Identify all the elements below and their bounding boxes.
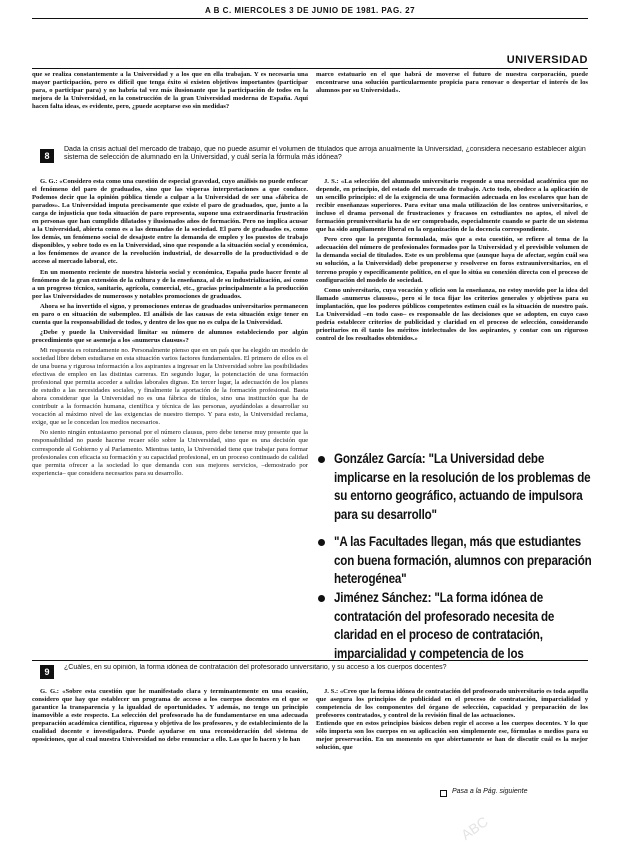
- header-rule: [32, 18, 588, 19]
- question-9-text: ¿Cuáles, en su opinión, la forma idónea de contratación del profesorado universitario, y su acceso a los cuerpos docentes?: [64, 664, 447, 671]
- section-rule: [32, 68, 588, 69]
- pull-quote-3: Jiménez Sánchez: "La forma idónea de contratación del profesorado necesita de claridad en el proceso de contratación, imparcialidad y competencia de los: [334, 590, 555, 661]
- question-8-text: Dada la crisis actual del mercado de trabajo, que no puede asumir el volumen de titulados que arroja anualmente la Universidad, ¿considera necesario establecer algún sistema de selección de alumnado en la Universidad, y cuál sería la fórmula más idónea?: [64, 146, 586, 162]
- top-right-text: marco estatuario en el que habrá de moverse el futuro de nuestra corporación, puede encontrarse una solución particularmente propicia para renovar o despertar el interés de los alumnos por su Universidad».: [316, 71, 588, 95]
- q8-left-para-2: En un momento reciente de nuestra historia social y económica, España pudo hacer frente al fenómeno de la gran extensión de la cultura y de la enseñanza, al de su industrialización, así como a un progreso técnico, sanitario, agrícola, comercial, etc., gracias principalmente a la producción por las Universidades de numerosos y notables promociones de graduados.: [32, 268, 308, 300]
- bullet-icon: [318, 539, 325, 546]
- question-8-number: 8: [40, 149, 54, 163]
- section-title: UNIVERSIDAD: [506, 54, 588, 66]
- continuation-box-icon: [440, 790, 447, 797]
- q8-left-para-1: G. G.: «Considero esta como una cuestión de especial gravedad, cuyo análisis no puede enfocar el fenómeno del paro de graduados, sino que las vísperas interpretaciones a que conduce. Podemos decir que la opinión pública tiende a culpar a la Universidad de ser una «fábrica de parados». La Universidad imputa precisamente que existe el paro de graduados, que, junto a la carga de injusticia que toda situación de paro representa, supone una extraordinaria frustración en personas que han cumplido dilatados y ilusionados años de formación. Pero no implica acusar a la Universidad, abierta como es a las demandas de la sociedad. El paro de graduados es, como los demás, un fenómeno social de desajuste entre la demanda de empleo y los puestos de trabajo disponibles, y sobre todo es en la Universidad, sino que responde a la situación social y económica, a los fenómenos de avance de la revolución industrial, de desarrollo de la productividad o de acceso al mercado laboral, etc.: [32, 178, 308, 266]
- q8-left-para-4: ¿Debe y puede la Universidad limitar su número de alumnos estableciendo por algún procedimiento que se asemeja a los «numerus clausus»?: [32, 328, 308, 344]
- q8-answer-right: [316, 178, 588, 412]
- q8-right-para-2: Pero creo que la pregunta formulada, más que a esta cuestión, se refiere al tema de la adecuación del número de profesionales formados por la Universidad y el previsible volumen de la demanda social de titulados. Este es un problema que (aunque haya de afectar, según cuál sea su solución, a la Universidad) debe proponerse y resolverse en foros extrauniversitarios, en el terreno propio y específicamente político, en el que lo sitúa su conexión directa con el proceso de configuración del modelo de sociedad.: [316, 236, 588, 284]
- page-header: A B C. MIERCOLES 3 DE JUNIO DE 1981. PAG. 27: [204, 6, 416, 15]
- watermark-text: ABC: [458, 813, 491, 843]
- pull-quote-box: [316, 450, 592, 661]
- q9-answer-right: J. S.: «Creo que la forma idónea de contratación del profesorado universitario es toda aquella que asegura los principios de publicidad en el proceso de contratación, imparcialidad y competencia de los componentes del órgano de selección, capacidad y preparación de los profesores contratados, y control de la revisión final de las actuaciones. Entiendo que en estos principios básicos deben regir el acceso a los cuerpos docentes. Y lo que sólo importa son los cuerpos en su aplicación son simplemente ese, fórmulas o medios para su mejor preservación. En un momento en que abiertamente se han de discutir cuál es la mejor solución, que: [316, 688, 588, 752]
- question-9-number: 9: [40, 665, 54, 679]
- q8-left-para-5: Mi respuesta es rotundamente no. Personalmente pienso que en un país que ha elegido un modelo de sociedad libre deben estudiarse en esta situación varios factores fundamentales. El primero de ellos es el de una buena y rigurosa información a los aspirantes a ingresar en la Universidad sobre las posibilidades efectivas de empleo en las distintas carreras. En segundo lugar, la potenciación de una formación profesional que permita acceder a salidas laborales dignas. En tercer lugar, la adecuación de los planes de estudio a las necesidades sociales, y finalmente la aportación de la formación profesional. Basta ahora considerar que la Universidad no es una fábrica de títulos, sino una institución que ha de contribuir a la formación humana, científica y técnica de las personas, ayudándolas a desarrollar su vocación al máximo nivel de las exigencias de nuestro tiempo. Y para esto, la Universidad reclama, exige, que se le concedan los medios necesarios.: [32, 346, 308, 427]
- bullet-icon: [318, 456, 325, 463]
- q8-right-para-1: J. S.: «La selección del alumnado universitario responde a una necesidad académica que no depende, en principio, del estado del mercado de trabajo. Acto todo, obedece a la aplicación de un sencillo principio: el de la exigencia de una formación adecuada en los escolares que han de recibir enseñanzas superiores. Para evitar una mala utilización de los centros universitarios, e incluso el drama personal de frustraciones y fracasos en estudiantes no aptos, el nivel de formación preuniversitaria ha de ser comprobado, especialmente cuando se parte de un sistema que ha sido ampliamente liberal en la organización de la docencia correspondiente.: [316, 178, 588, 234]
- top-left-text: que se realiza constantemente a la Universidad y a los que en ella trabajan. Y es necesaria una mayor participación, pero es difícil que tenga éxito si existen objetivos importantes (participar para, o participar para) y no habría tal vez más ilusionante que la participación de todos en la mejora de la Universidad, en la construcción de la gran Universidad moderna de España. Aquí hacen falta ideas, es evidente, pero, ¿puede aceptarse eso sin medidas?: [32, 71, 308, 111]
- q9-answer-left: G. G.: «Sobre esta cuestión que he manifestado clara y terminantemente en una ocasión, considero que hay que establecer un programa de acceso a los cuerpos docentes en el que se garantice la transparencia y la igualdad de oportunidades. Y además, no tengo un principio inamovible a este respecto. La selección del profesorado ha de fundamentarse en una adecuada preparación académica científica, rigurosa y objetiva de los profesores, y de establecimiento de la cualidad docente e investigadora. Puede ayudarse en una reconsideración del sistema de oposiciones, que al cual nuestra Universidad no debe renunciar a ello. Las que lo hacen y lo han: [32, 688, 308, 744]
- pull-quote-1: González García: "La Universidad debe implicarse en la resolución de los problemas de su entorno geográfico, actuando de impulsora para su desarrollo": [334, 451, 591, 522]
- q8-answer-left: [32, 178, 308, 658]
- q8-left-para-6: No siento ningún entusiasmo personal por el número clausus, pero debe tenerse muy presente que la responsabilidad no puede hacerse recaer sólo sobre la Universidad, sino que es una decisión que corresponde al Gobierno y al Parlamento. Mientras tanto, la Universidad tiene que trabajar para formar profesionales con eficacia su formación y su capacidad profesional, en un proceso continuado de calidad que permita ofrecer a la sociedad lo que demanda con sus mejores servicios, –demostrado por experiencia– que considera necesarios para su desarrollo.: [32, 429, 308, 477]
- pull-quote-2: "A las Facultades llegan, más que estudiantes con buena formación, alumnos con preparación heterogénea": [334, 534, 592, 586]
- continuation-link[interactable]: Pasa a la Pág. siguiente: [452, 788, 528, 795]
- q8-right-para-3: Como universitario, cuya vocación y oficio son la enseñanza, no estoy movido por la idea del llamado «numerus clausus», pero sí le toca fijar los criterios generales y objetivos para su implantación, que los poderes públicos competentes estimen cuál es la situación de nuestro país. La Universidad –en todo caso– es responsable de las decisiones que se adopten, en cuyo caso podría establecer criterios de publicidad y claridad en el proceso de selección, considerando prioritarios en él tanto los méritos intelectuales de los aspirantes, y contar con un riguroso control de los resultados obtenidos.»: [316, 286, 588, 342]
- q9-rule: [32, 660, 588, 661]
- bullet-icon: [318, 595, 325, 602]
- q8-left-para-3: Ahora se ha invertido el signo, y promociones enteras de graduados universitarios permanecen en paro o en situación de subempleo. El análisis de las causas de esta situación exige tener en cuenta que la responsabilidad de todos, y dentro de los que no es culpa de la Universidad.: [32, 302, 308, 326]
